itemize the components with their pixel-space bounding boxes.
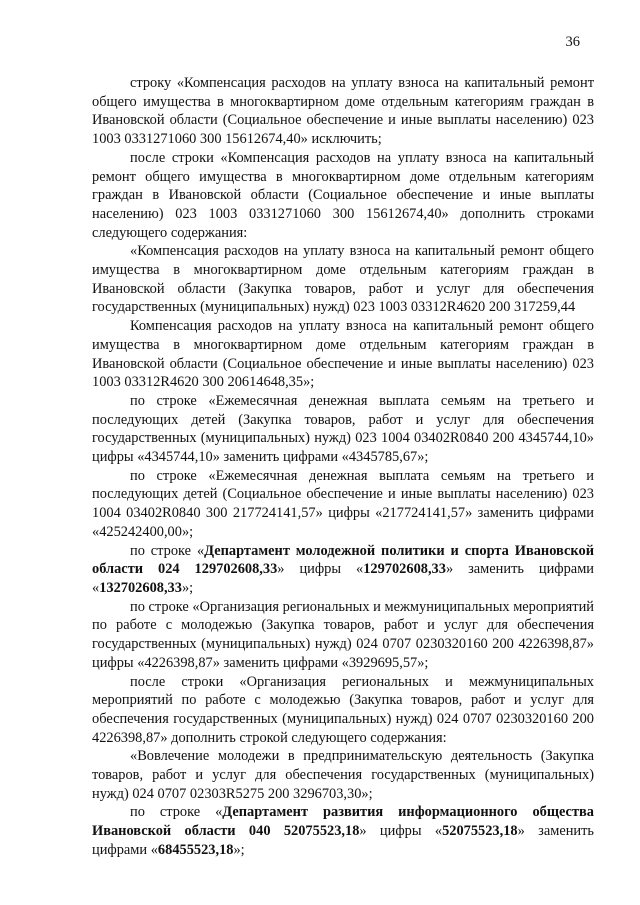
text-run: » цифры «	[359, 823, 443, 840]
document-body	[92, 74, 594, 860]
paragraph-p3	[92, 242, 594, 317]
bold-text-run: 52075523,18	[442, 823, 518, 840]
bold-text-run: Департамент развития информационного общества Ивановской области 040 52075523,18	[92, 804, 594, 840]
paragraph-p9	[92, 673, 594, 748]
paragraph-p7	[92, 542, 594, 598]
paragraph-p1	[92, 74, 594, 149]
text-run: »;	[181, 579, 194, 596]
paragraph-p10	[92, 747, 594, 803]
paragraph-p11	[92, 803, 594, 859]
text-run: Компенсация расходов на уплату взноса на капитальный ремонт общего имущества в многоквартирном доме отдельным категориям граждан в Ивановской области (Социальное обеспечение и иные выплаты населению) 023 1003 03312R4620 300 20614648,35»;	[92, 318, 594, 391]
bold-text-run: 129702608,33	[363, 561, 446, 578]
paragraph-p2	[92, 149, 594, 243]
text-run: по строке «Ежемесячная денежная выплата семьям на третьего и последующих детей (Социальное обеспечение и иные выплаты населению) 023 1004 03402R0840 300 217724141,57» цифры «217724141,57» заменить цифрами «425242400,00»;	[92, 467, 594, 540]
text-run: после строки «Организация региональных и межмуниципальных мероприятий по работе с молодежью (Закупка товаров, работ и услуг для обеспечения государственных (муниципальных) нужд) 024 0707 0230320160 200 4226398,87» дополнить строкой следующего содержания:	[92, 673, 594, 746]
page-number: 36	[565, 34, 580, 50]
text-run: по строке «	[130, 804, 223, 821]
text-run: » заменить цифрами «	[92, 561, 594, 596]
paragraph-p8	[92, 598, 594, 673]
text-run: »;	[233, 841, 245, 858]
text-run: после строки «Компенсация расходов на уплату взноса на капитальный ремонт общего имущества в многоквартирном доме отдельным категориям граждан в Ивановской области (Социальное обеспечение и иные выплаты населению) 023 1003 0331271060 300 15612674,40» дополнить строками следующего содержания:	[92, 149, 594, 241]
text-run: » заменить цифрами «	[92, 823, 594, 858]
paragraph-p5	[92, 392, 594, 467]
text-run: по строке «	[130, 542, 205, 559]
text-run: «Компенсация расходов на уплату взноса на капитальный ремонт общего имущества в многоквартирном доме отдельным категориям граждан в Ивановской области (Закупка товаров, работ и услуг для обеспечения государственных (муниципальных) нужд) 023 1003 03312R4620 200 317259,44	[92, 243, 594, 316]
bold-text-run: 132702608,33	[99, 579, 182, 596]
text-run: «Вовлечение молодежи в предпринимательскую деятельность (Закупка товаров, работ и услуг для обеспечения государственных (муниципальных) нужд) 024 0707 02303R5275 200 3296703,30»;	[92, 748, 594, 802]
text-run: по строке «Организация региональных и межмуниципальных мероприятий по работе с молодежью (Закупка товаров, работ и услуг для обеспечения государственных (муниципальных) нужд) 024 0707 0230320160 200 4226398,87» цифры «4226398,87» заменить цифрами «3929695,57»;	[92, 598, 594, 671]
paragraph-p4	[92, 317, 594, 392]
text-run: по строке «Ежемесячная денежная выплата семьям на третьего и последующих детей (Закупка товаров, работ и услуг для обеспечения государственных (муниципальных) нужд) 023 1004 03402R0840 200 4345744,10» цифры «4345744,10» заменить цифрами «4345785,67»;	[92, 392, 594, 466]
text-run: строку «Компенсация расходов на уплату взноса на капитальный ремонт общего имущества в многоквартирном доме отдельным категориям граждан в Ивановской области (Социальное обеспечение и иные выплаты населению) 023 1003 0331271060 300 15612674,40» исключить;	[92, 75, 594, 148]
bold-text-run: 68455523,18	[157, 841, 234, 858]
paragraph-p6	[92, 467, 594, 542]
bold-text-run: Департамент молодежной политики и спорта Ивановской области 024 129702608,33	[92, 542, 594, 578]
text-run: » цифры «	[277, 561, 364, 578]
